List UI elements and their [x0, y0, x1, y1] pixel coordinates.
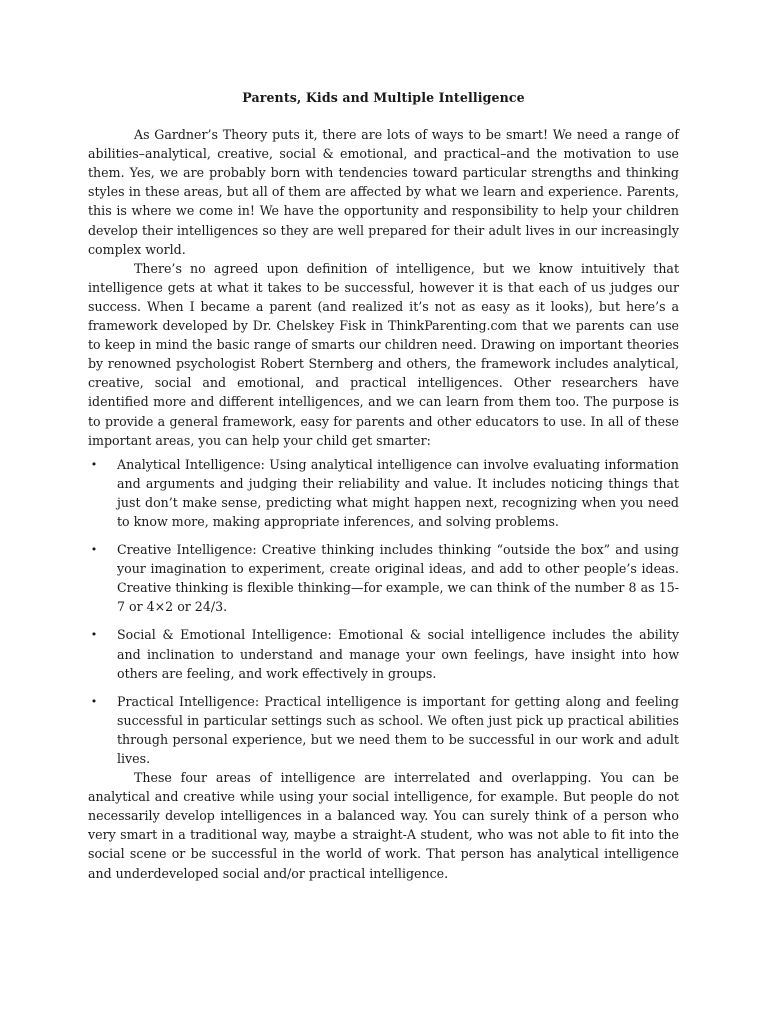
- bullet-icon: •: [90, 694, 98, 708]
- document-title: Parents, Kids and Multiple Intelligence: [242, 90, 525, 105]
- bullet-icon: •: [90, 543, 98, 557]
- document-page: [88, 88, 679, 883]
- framework-paragraph: There’s no agreed upon definition of intelligence, but we know intuitively that intelligence gets at what it takes to be successful, however it is that each of us judges our success. When I became a parent (and realized it’s not as easy as it looks), but here’s a framework developed by Dr. Chelskey Fisk in ThinkParenting.com that we parents can use to keep in mind the basic range of smarts our children need. Drawing on important theories by renowned psychologist Robert Sternberg and others, the framework includes analytical, creative, social and emotional, and practical intelligences. Other researchers have identified more and different intelligences, and we can learn from them too. The purpose is to provide a general framework, easy for parents and other educators to use. In all of these important areas, you can help your child get smarter:: [88, 260, 679, 448]
- list-item-practical: [88, 692, 679, 768]
- intro-paragraph: As Gardner’s Theory puts it, there are lots of ways to be smart! We need a range of abilities–analytical, creative, social & emotional, and practical–and the motivation to use them. Yes, we are probably born with tendencies toward particular strengths and thinking styles in these areas, but all of them are affected by what we learn and experience. Parents, this is where we come in! We have the opportunity and responsibility to help your children develop their intelligences so they are well prepared for their adult lives in our increasingly complex world.: [88, 127, 679, 257]
- list-item-analytical: [88, 455, 679, 531]
- bullet-icon: •: [90, 457, 98, 471]
- list-item-creative: [88, 540, 679, 616]
- bullet-icon: •: [90, 628, 98, 642]
- list-item-social-emotional: [88, 625, 679, 682]
- list-item-text: Social & Emotional Intelligence: Emotional & social intelligence includes the ability and inclination to understand and manage your own feelings, have insight into how others are feeling, and work effectively in groups.: [117, 627, 679, 681]
- list-item-text: Analytical Intelligence: Using analytical intelligence can involve evaluating information and arguments and judging their reliability and value. It includes noticing things that just don’t make sense, predicting what might happen next, recognizing when you need to know more, making appropriate inferences, and solving problems.: [117, 456, 679, 529]
- intelligence-list: [88, 455, 679, 768]
- list-item-text: Practical Intelligence: Practical intelligence is important for getting along and feeling successful in particular settings such as school. We often just pick up practical abilities through personal experience, but we need them to be successful in our work and adult lives.: [117, 693, 679, 766]
- closing-paragraph: These four areas of intelligence are interrelated and overlapping. You can be analytical and creative while using your social intelligence, for example. But people do not necessarily develop intelligences in a balanced way. You can surely think of a person who very smart in a traditional way, maybe a straight-A student, who was not able to fit into the social scene or be successful in the world of work. That person has analytical intelligence and underdeveloped social and/or practical intelligence.: [88, 770, 679, 881]
- list-item-text: Creative Intelligence: Creative thinking includes thinking “outside the box” and using your imagination to experiment, create original ideas, and add to other people’s ideas. Creative thinking is flexible thinking—for example, we can think of the number 8 as 15-7 or 4×2 or 24/3.: [117, 542, 679, 615]
